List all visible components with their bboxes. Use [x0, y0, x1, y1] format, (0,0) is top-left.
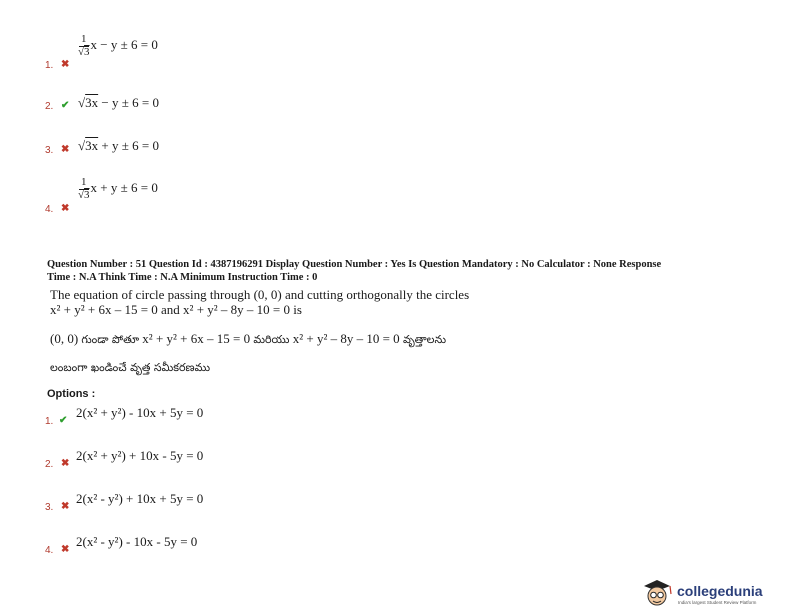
cross-icon: ✖ — [61, 544, 70, 555]
fraction-numerator: 1 — [81, 33, 87, 45]
radicand: 3 — [84, 188, 90, 201]
option-number: 1. — [45, 60, 54, 71]
option-text: 2(x² + y²) + 10x - 5y = 0 — [76, 448, 204, 463]
meta-line-2: Time : N.A Think Time : N.A Minimum Instruction Time : 0 — [47, 272, 318, 283]
option-number: 2. — [45, 101, 54, 112]
circle-2: x² + y² – 8y – 10 = 0 — [292, 331, 400, 346]
equation-rest: x + y ± 6 = 0 — [90, 180, 158, 196]
option-text: 2(x² + y²) - 10x + 5y = 0 — [76, 405, 204, 420]
radicand: 3x — [85, 95, 99, 110]
option-number: 4. — [45, 545, 54, 556]
check-icon: ✔ — [59, 415, 68, 426]
circle-1: x² + y² + 6x – 15 = 0 — [142, 331, 251, 346]
question-line-telugu: లంబంగా ఖండించే వృత్త సమీకరణము — [50, 361, 211, 374]
option-number: 2. — [45, 459, 54, 470]
question-text-te — [50, 331, 446, 347]
telugu-word: మరియు — [253, 333, 290, 346]
question-line-1: The equation of circle passing through (0, 0) and cutting orthogonally the circles — [50, 287, 470, 302]
option-text: 2(x² - y²) - 10x - 5y = 0 — [76, 534, 198, 549]
cross-icon: ✖ — [61, 59, 70, 70]
equation-rest: + y ± 6 = 0 — [98, 138, 159, 153]
cross-icon: ✖ — [61, 501, 70, 512]
equation-rest: x − y ± 6 = 0 — [90, 37, 158, 53]
collegedunia-logo — [640, 578, 785, 608]
question-meta — [47, 258, 757, 284]
check-icon: ✔ — [61, 100, 70, 111]
question-text-en — [50, 287, 469, 317]
option-number: 4. — [45, 204, 54, 215]
radicand: 3 — [84, 45, 90, 58]
telugu-word: వృత్తాలను — [402, 333, 447, 346]
meta-line-1: Question Number : 51 Question Id : 4387196291 Display Question Number : Yes Is Question Mandatory : No Calculator : None Response — [47, 259, 662, 270]
option-number: 1. — [45, 416, 54, 427]
logo-tagline: India's largest Student Review Platform — [678, 600, 757, 605]
logo-name: collegedunia — [677, 583, 763, 599]
option-number: 3. — [45, 145, 54, 156]
telugu-word: గుండా పోతూ — [81, 333, 140, 346]
cross-icon: ✖ — [61, 203, 70, 214]
cross-icon: ✖ — [61, 144, 70, 155]
point: (0, 0) — [50, 331, 79, 346]
option-number: 3. — [45, 502, 54, 513]
fraction-numerator: 1 — [81, 176, 87, 188]
equation-rest: − y ± 6 = 0 — [98, 95, 159, 110]
option-text: 2(x² - y²) + 10x + 5y = 0 — [76, 491, 204, 506]
cross-icon: ✖ — [61, 458, 70, 469]
radicand: 3x — [85, 138, 99, 153]
question-line-2: x² + y² + 6x – 15 = 0 and x² + y² – 8y – 10 = 0 is — [50, 302, 302, 317]
options-label: Options : — [47, 388, 96, 400]
mascot-icon — [640, 578, 674, 608]
